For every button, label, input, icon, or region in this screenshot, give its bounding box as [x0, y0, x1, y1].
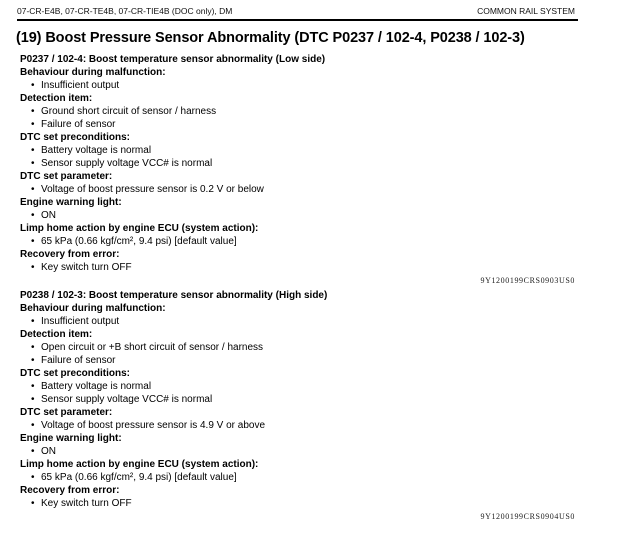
field-label: Detection item: — [20, 93, 93, 104]
bullet-text: • Sensor supply voltage VCC# is normal — [41, 158, 213, 169]
bullet-text: • Key switch turn OFF — [41, 498, 132, 509]
field-label: Behaviour during malfunction: — [20, 303, 166, 314]
page-header — [0, 0, 620, 17]
bullet-text: • Voltage of boost pressure sensor is 0.2 V or below — [41, 184, 264, 195]
field-label: Recovery from error: — [20, 249, 120, 260]
field-label: DTC set preconditions: — [20, 132, 131, 143]
bullet-item — [31, 105, 620, 118]
bullet-text: • Failure of sensor — [41, 355, 116, 366]
bullet-item — [31, 157, 620, 170]
field-label: Engine warning light: — [20, 433, 122, 444]
bullet-item — [31, 380, 620, 393]
bullet-text: • 65 kPa (0.66 kgf/cm², 9.4 psi) [default value] — [41, 472, 237, 483]
bullet-item — [31, 209, 620, 222]
figure-reference-code: 9Y1200199CRS0904US0 — [480, 512, 575, 521]
field-label: Detection item: — [20, 329, 93, 340]
bullet-text: • ON — [41, 446, 56, 457]
bullet-item — [31, 341, 620, 354]
bullet-text: • Voltage of boost pressure sensor is 4.9 V or above — [41, 420, 266, 431]
field-label: Limp home action by engine ECU (system action): — [20, 459, 259, 470]
bullet-text: • ON — [41, 210, 56, 221]
document-body — [0, 53, 620, 522]
section-heading: P0238 / 102-3: Boost temperature sensor abnormality (High side) — [20, 290, 328, 301]
figure-reference-code: 9Y1200199CRS0903US0 — [480, 276, 575, 285]
bullet-text: • Key switch turn OFF — [41, 262, 132, 273]
dtc-section-p0237 — [0, 53, 620, 286]
bullet-text: • Open circuit or +B short circuit of sensor / harness — [41, 342, 264, 353]
bullet-item — [31, 118, 620, 131]
bullet-item — [31, 445, 620, 458]
bullet-text: • Battery voltage is normal — [41, 381, 152, 392]
bullet-item — [31, 79, 620, 92]
field-label: DTC set parameter: — [20, 171, 113, 182]
field-label: DTC set parameter: — [20, 407, 113, 418]
bullet-item — [31, 497, 620, 510]
field-label: Behaviour during malfunction: — [20, 67, 166, 78]
page-title: (19) Boost Pressure Sensor Abnormality (DTC P0237 / 102-4, P0238 / 102-3) — [16, 30, 525, 46]
bullet-item — [31, 261, 620, 274]
bullet-text: • Ground short circuit of sensor / harness — [41, 106, 217, 117]
bullet-item — [31, 419, 620, 432]
bullet-item — [31, 393, 620, 406]
bullet-text: • Sensor supply voltage VCC# is normal — [41, 394, 213, 405]
field-label: Recovery from error: — [20, 485, 120, 496]
header-rule — [17, 19, 578, 21]
bullet-text: • Insufficient output — [41, 80, 120, 91]
bullet-item — [31, 315, 620, 328]
bullet-item — [31, 235, 620, 248]
bullet-item — [31, 144, 620, 157]
header-system-title: COMMON RAIL SYSTEM — [477, 6, 575, 16]
bullet-text: • Insufficient output — [41, 316, 120, 327]
field-label: Limp home action by engine ECU (system action): — [20, 223, 259, 234]
bullet-text: • Battery voltage is normal — [41, 145, 152, 156]
bullet-item — [31, 471, 620, 484]
header-model-codes: 07-CR-E4B, 07-CR-TE4B, 07-CR-TIE4B (DOC only), DM — [17, 6, 233, 16]
field-label: DTC set preconditions: — [20, 368, 131, 379]
bullet-item — [31, 183, 620, 196]
field-label: Engine warning light: — [20, 197, 122, 208]
bullet-item — [31, 354, 620, 367]
bullet-text: • Failure of sensor — [41, 119, 116, 130]
section-heading: P0237 / 102-4: Boost temperature sensor abnormality (Low side) — [20, 54, 326, 65]
dtc-section-p0238 — [0, 289, 620, 522]
bullet-text: • 65 kPa (0.66 kgf/cm², 9.4 psi) [default value] — [41, 236, 237, 247]
